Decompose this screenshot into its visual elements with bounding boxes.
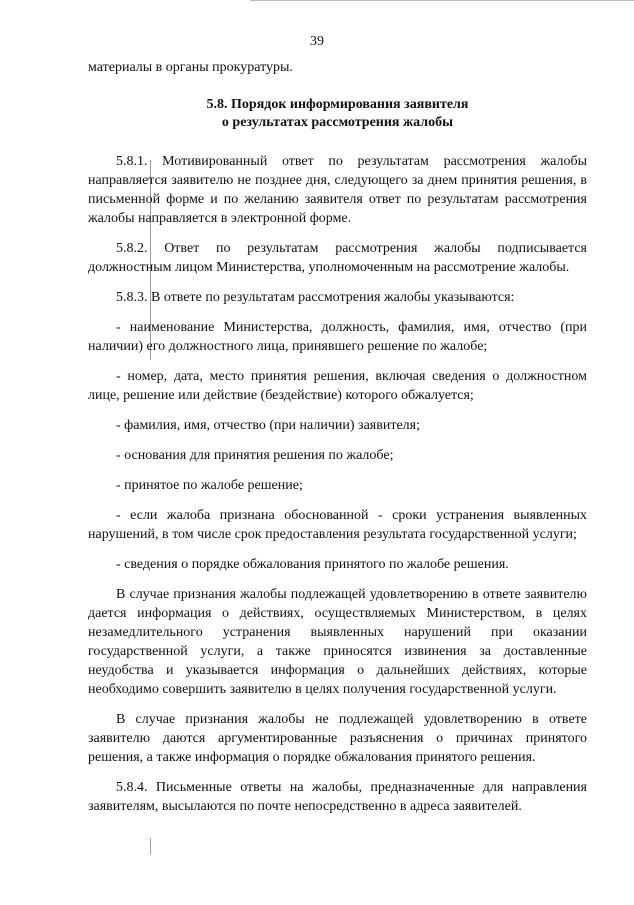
paragraph-5-8-4: 5.8.4. Письменные ответы на жалобы, предназначенные для направления заявителям, высылаются по почте непосредственно в адреса заявителей. — [88, 780, 587, 814]
scan-top-edge — [250, 0, 634, 1]
list-item-ministry-name: - наименование Министерства, должность, фамилия, имя, отчество (при наличии) его должностного лица, принявшего решение по жалобе; — [88, 320, 587, 354]
list-item-applicant-name: - фамилия, имя, отчество (при наличии) заявителя; — [116, 418, 420, 433]
section-heading — [88, 96, 587, 132]
section-title-line-2: о результатах рассмотрения жалобы — [221, 115, 454, 130]
paragraph-complaint-rejected: В случае признания жалобы не подлежащей удовлетворению в ответе заявителю даются аргументированные разъяснения о причинах принятого решения, а также информация о порядке обжалования принятого решения. — [88, 712, 587, 765]
section-title-line-1: 5.8. Порядок информирования заявителя — [206, 97, 469, 112]
list-item-appeal-procedure: - сведения о порядке обжалования принятого по жалобе решения. — [116, 557, 509, 572]
paragraph-5-8-1: 5.8.1. Мотивированный ответ по результатам рассмотрения жалобы направляется заявителю не позднее дня, следующего за днем принятия решения, в письменной форме и по желанию заявителя ответ по результатам рассмотрения жалобы направляется в электронной форме. — [88, 154, 587, 226]
document-body — [88, 58, 587, 827]
paragraph-complaint-upheld: В случае признания жалобы подлежащей удовлетворению в ответе заявителю дается информация о действиях, осуществляемых Министерством, в целях незамедлительного устранения выявленных нарушений при оказании государственной услуги, а также приносятся извинения за доставленные неудобства и указывается информация о дальнейших действиях, которые необходимо совершить заявителю в целях получения государственной услуги. — [88, 587, 587, 697]
intro-line: материалы в органы прокуратуры. — [88, 60, 293, 75]
list-item-decision-grounds: - основания для принятия решения по жалобе; — [116, 448, 394, 463]
page-number: 39 — [310, 34, 324, 49]
list-item-decision: - принятое по жалобе решение; — [116, 478, 303, 493]
scan-artifact-line — [150, 838, 151, 854]
paragraph-5-8-3: 5.8.3. В ответе по результатам рассмотрения жалобы указываются: — [116, 290, 515, 305]
list-item-remedy-terms: - если жалоба признана обоснованной - сроки устранения выявленных нарушений, в том числе срок предоставления результата государственной услуги; — [88, 508, 587, 542]
paragraph-5-8-2: 5.8.2. Ответ по результатам рассмотрения жалобы подписывается должностным лицом Министерства, уполномоченным на рассмотрение жалобы. — [88, 241, 587, 275]
list-item-decision-details: - номер, дата, место принятия решения, включая сведения о должностном лице, решение или действие (бездействие) которого обжалуется; — [88, 369, 587, 403]
